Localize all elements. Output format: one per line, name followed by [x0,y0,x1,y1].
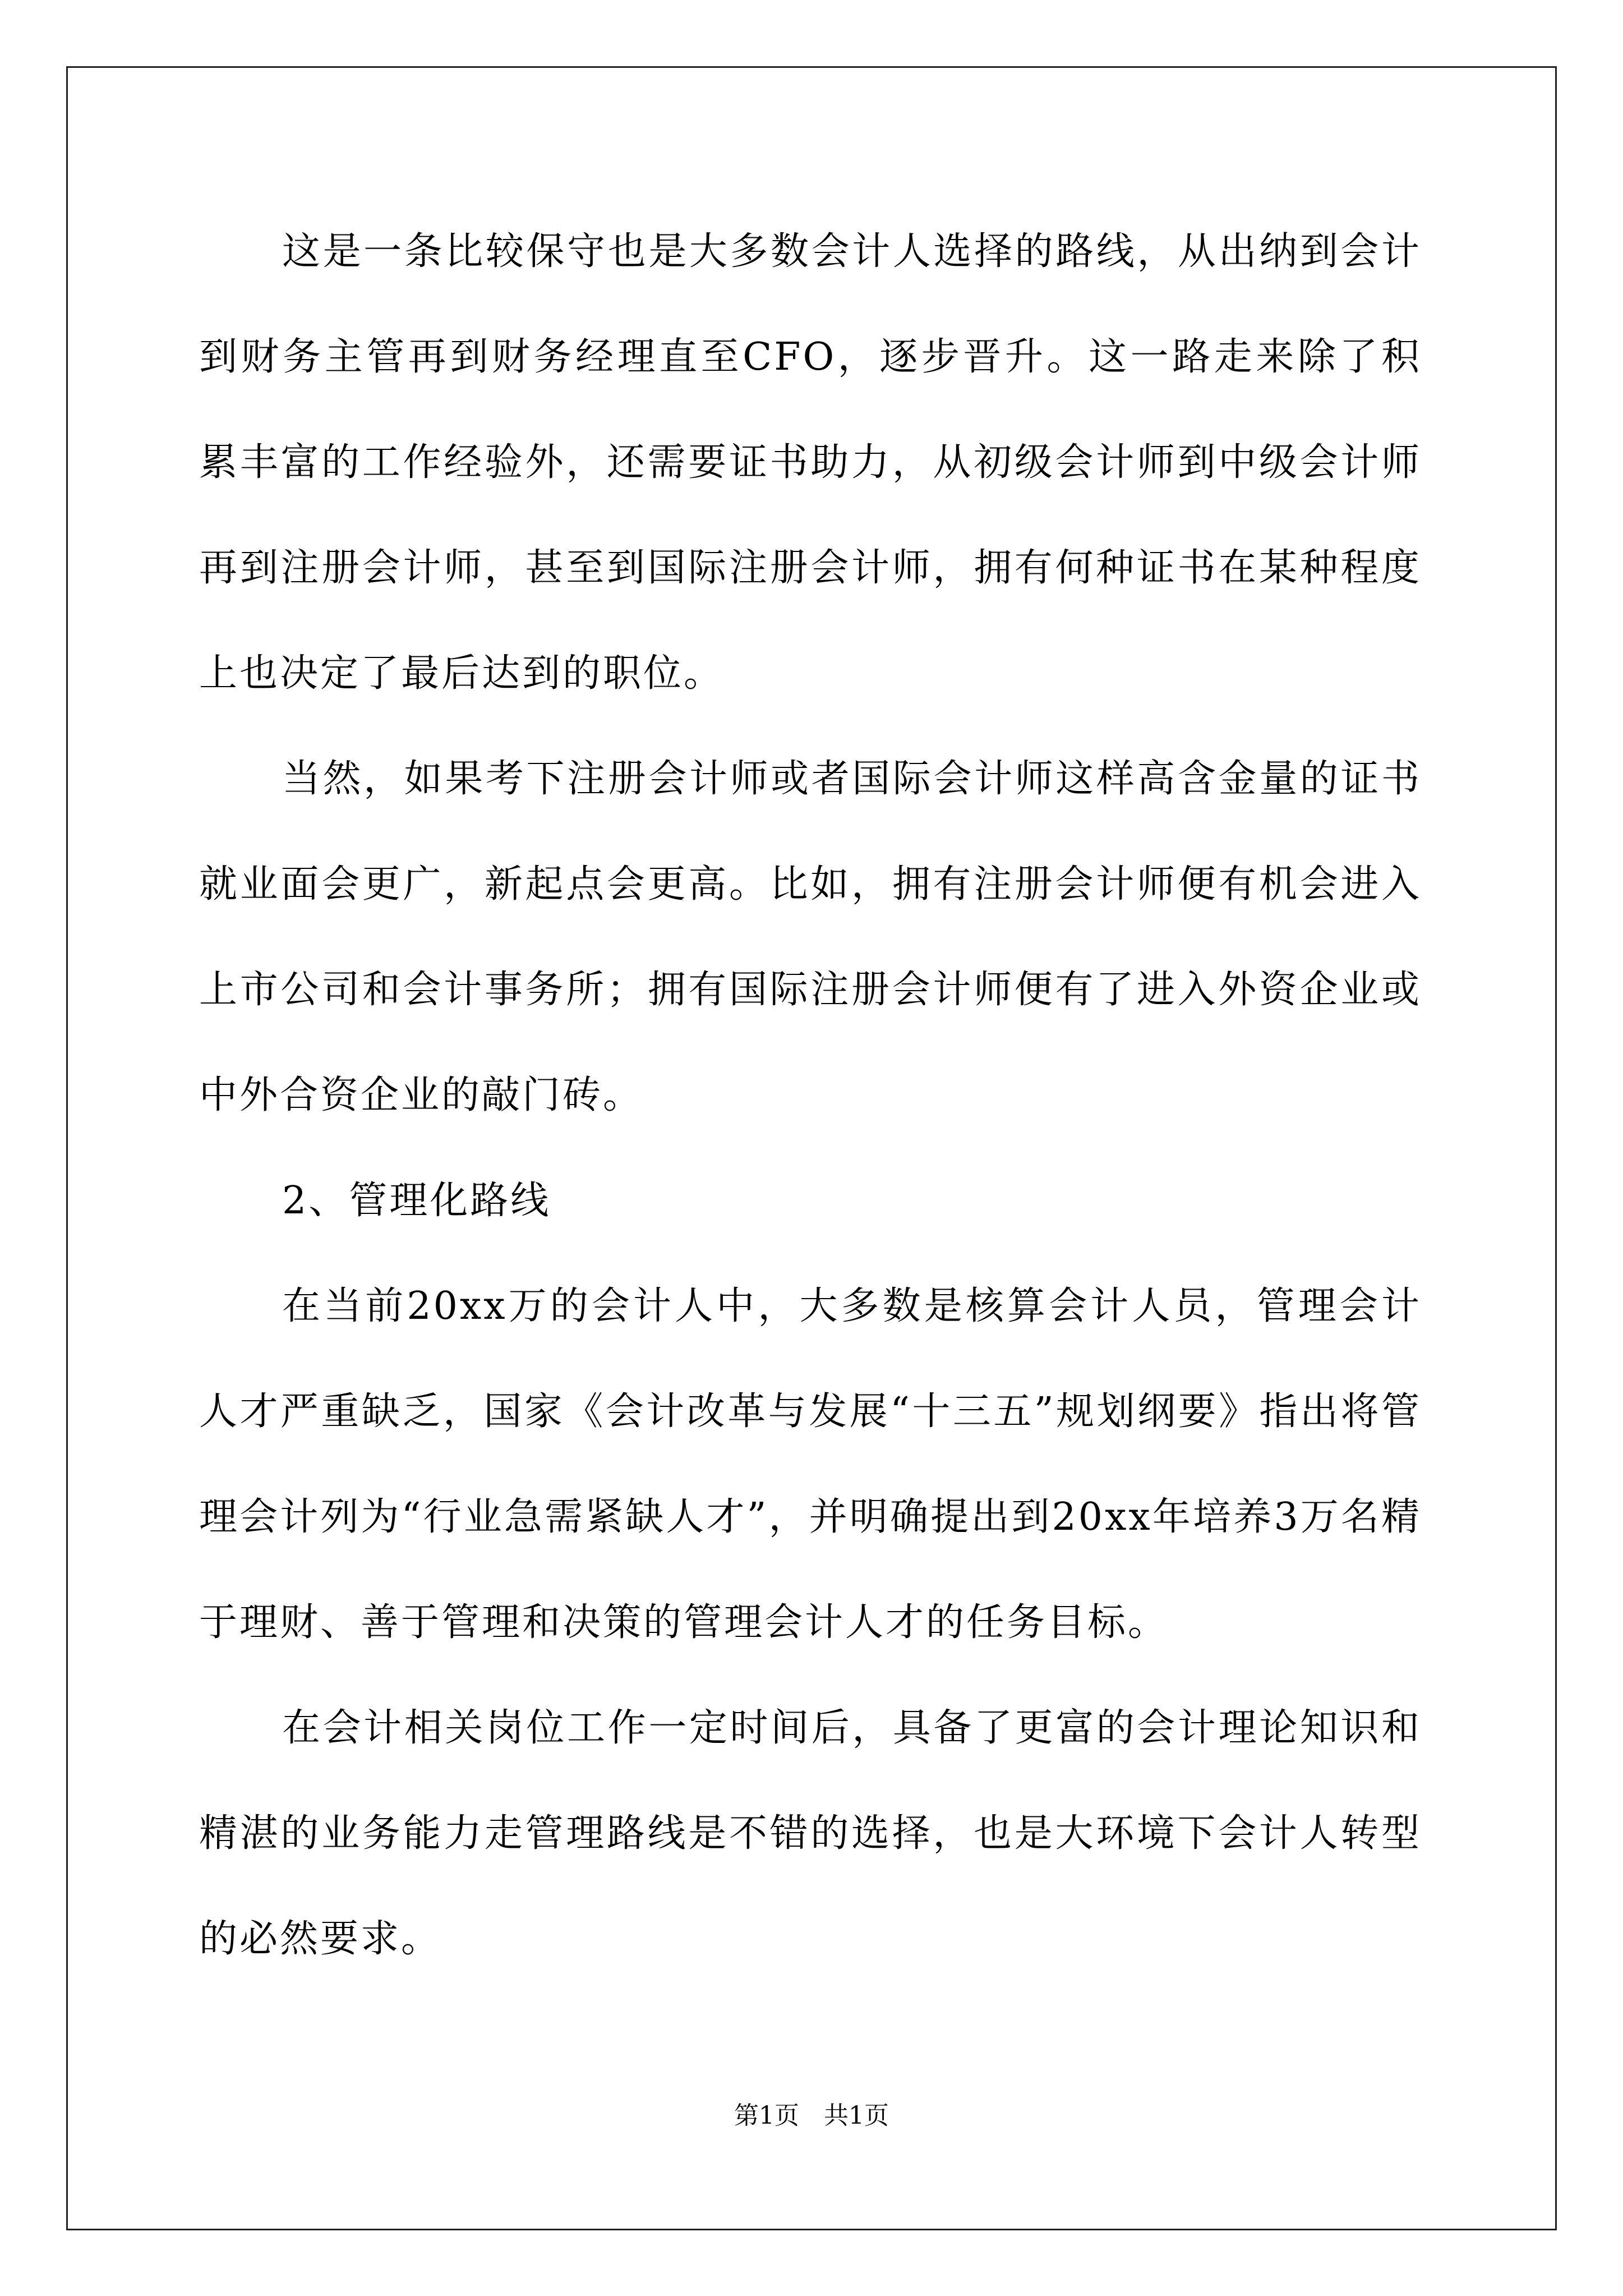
paragraph-management-accounting: 在当前20xx万的会计人中，大多数是核算会计人员，管理会计人才严重缺乏，国家《会计改革与发展“十三五”规划纲要》指出将管理会计列为“行业急需紧缺人才”，并明确提出到20xx年培养3万名精于理财、善于管理和决策的管理会计人才的任务目标。 [199,1284,1422,1645]
paragraph-career-path: 这是一条比较保守也是大多数会计人选择的路线，从出纳到会计到财务主管再到财务经理直至CFO，逐步晋升。这一路走来除了积累丰富的工作经验外，还需要证书助力，从初级会计师到中级会计师再到注册会计师，甚至到国际注册会计师，拥有何种证书在某种程度上也决定了最后达到的职位。 [199,229,1422,696]
document-body [199,199,1422,1992]
page-footer [0,2099,1623,2133]
page-total: 共1页 [824,2101,889,2130]
paragraph-transition: 在会计相关岗位工作一定时间后，具备了更富的会计理论知识和精湛的业务能力走管理路线是不错的选择，也是大环境下会计人转型的必然要求。 [199,1706,1422,1961]
section-heading-management-route: 2、管理化路线 [282,1179,551,1223]
page-number: 第1页 [734,2101,799,2130]
paragraph-certificates: 当然，如果考下注册会计师或者国际会计师这样高含金量的证书就业面会更广，新起点会更高。比如，拥有注册会计师便有机会进入上市公司和会计事务所；拥有国际注册会计师便有了进入外资企业或中外合资企业的敲门砖。 [199,757,1422,1117]
